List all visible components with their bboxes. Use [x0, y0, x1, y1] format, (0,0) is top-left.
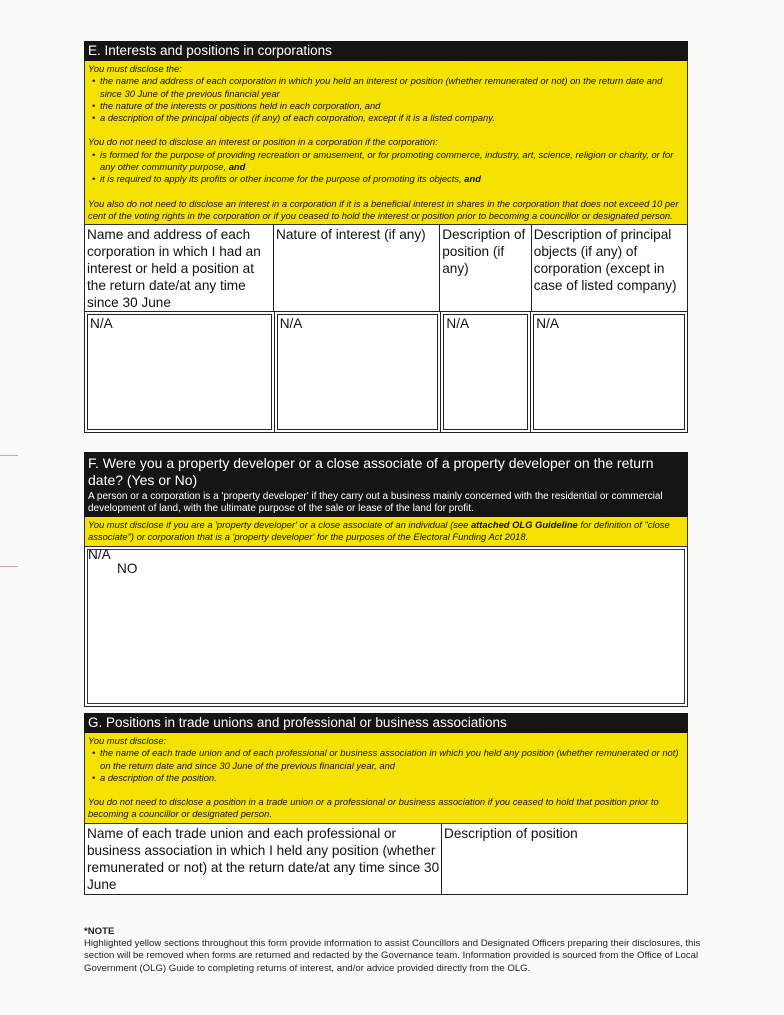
section-f-title: F. Were you a property developer or a close associate of a property developer on the return date? (Yes or No) [84, 452, 688, 491]
objects-field[interactable]: N/A [533, 314, 685, 430]
footnote [84, 926, 714, 975]
note-text: Highlighted yellow sections throughout this form provide information to assist Councillors and Designated Officers preparing their disclosures, this section will be removed when forms are returned and redacted by the Governance team. Information provided is sourced from the Office of Local Government (OLG) Guide to completing returns of interest, and/or advice provided directly from the OLG. [84, 938, 701, 974]
section-e-title: E. Interests and positions in corporations [84, 41, 688, 61]
guidance-item: • a description of the position. [88, 772, 684, 784]
section-f-guidance: You must disclose if you are a 'property developer' or a close associate of an individual (see attached OLG Guideline for definition of "close associate") or corporation that is a 'property developer' for the purposes of the Electoral Funding Act 2018. [84, 517, 688, 547]
guidance-item: • the name and address of each corporation in which you held an interest or position (whether remunerated or not) on the return date and since 30 June of the previous financial year [88, 75, 684, 100]
section-g [84, 713, 688, 895]
not-disclose-intro: You do not need to disclose a position in a trade union or a professional or business association if you ceased to hold that position prior to becoming a councillor or designated person. [88, 796, 659, 820]
olg-guideline-reference: attached OLG Guideline [470, 519, 578, 530]
corporation-field[interactable]: N/A [87, 314, 272, 430]
scan-edge-mark [0, 566, 18, 567]
column-header-nature: Nature of interest (if any) [274, 225, 440, 311]
not-disclose-intro: You do not need to disclose an interest or position in a corporation if the corporation: [88, 136, 438, 148]
position-field[interactable]: N/A [443, 314, 528, 430]
property-developer-answer-box[interactable] [84, 547, 688, 707]
guidance-item: • a description of the principal objects (if any) of each corporation, except if it is a listed company. [88, 112, 684, 124]
column-header-union: Name of each trade union and each professional or business association in which I held any position (whether remunerated or not) at the return date/at any time since 30 June [85, 824, 442, 894]
section-e-input-row [84, 312, 688, 433]
note-title: *NOTE [84, 926, 115, 937]
section-g-table-header [84, 824, 688, 895]
guidance-item: • is formed for the purpose of providing recreation or amusement, or for promoting commerce, industry, art, science, religion or charity, or for any other community purpose, and [88, 149, 684, 174]
answer-na: N/A [88, 546, 111, 562]
must-disclose-intro: You must disclose: [88, 735, 167, 746]
scan-edge-mark [0, 455, 18, 456]
column-header-objects: Description of principal objects (if any) of corporation (except in case of listed company) [533, 227, 677, 294]
column-header-position: Description of position (if any) [440, 225, 532, 311]
column-header-description: Description of position [444, 825, 578, 841]
also-not-disclose: You also do not need to disclose an interest in a corporation if it is a beneficial interest in shares in the corporation that does not exceed 10 per cent of the voting rights in the corporation or if you ceased to hold the interest or position prior to becoming a councillor or designated person. [88, 197, 679, 221]
column-header-corporation: Name and address of each corporation in which I had an interest or held a position at the return date/at any time since 30 June [85, 225, 274, 311]
must-disclose-intro: You must disclose the: [88, 63, 182, 74]
section-f-definition: A person or a corporation is a 'property developer' if they carry out a business mainly concerned with the residential or commercial development of land, with the ultimate purpose of the sale or lease of the land for profit. [84, 491, 688, 517]
guidance-item: • it is required to apply its profits or other income for the purpose of promoting its objects, and [88, 173, 684, 185]
section-g-title: G. Positions in trade unions and professional or business associations [84, 713, 688, 733]
guidance-item: • the name of each trade union and of each professional or business association in which you held any position (whether remunerated or not) on the return date and since 30 June of the previous financial year, and [88, 747, 684, 772]
section-g-guidance [84, 733, 688, 824]
guidance-item: • the nature of the interests or positions held in each corporation, and [88, 100, 684, 112]
nature-field[interactable]: N/A [277, 314, 439, 430]
section-f [84, 452, 688, 707]
answer-inner-border [87, 546, 685, 704]
section-e-guidance [84, 61, 688, 225]
section-e [84, 41, 688, 433]
answer-no: NO [117, 560, 138, 576]
section-e-table-header [84, 225, 688, 312]
